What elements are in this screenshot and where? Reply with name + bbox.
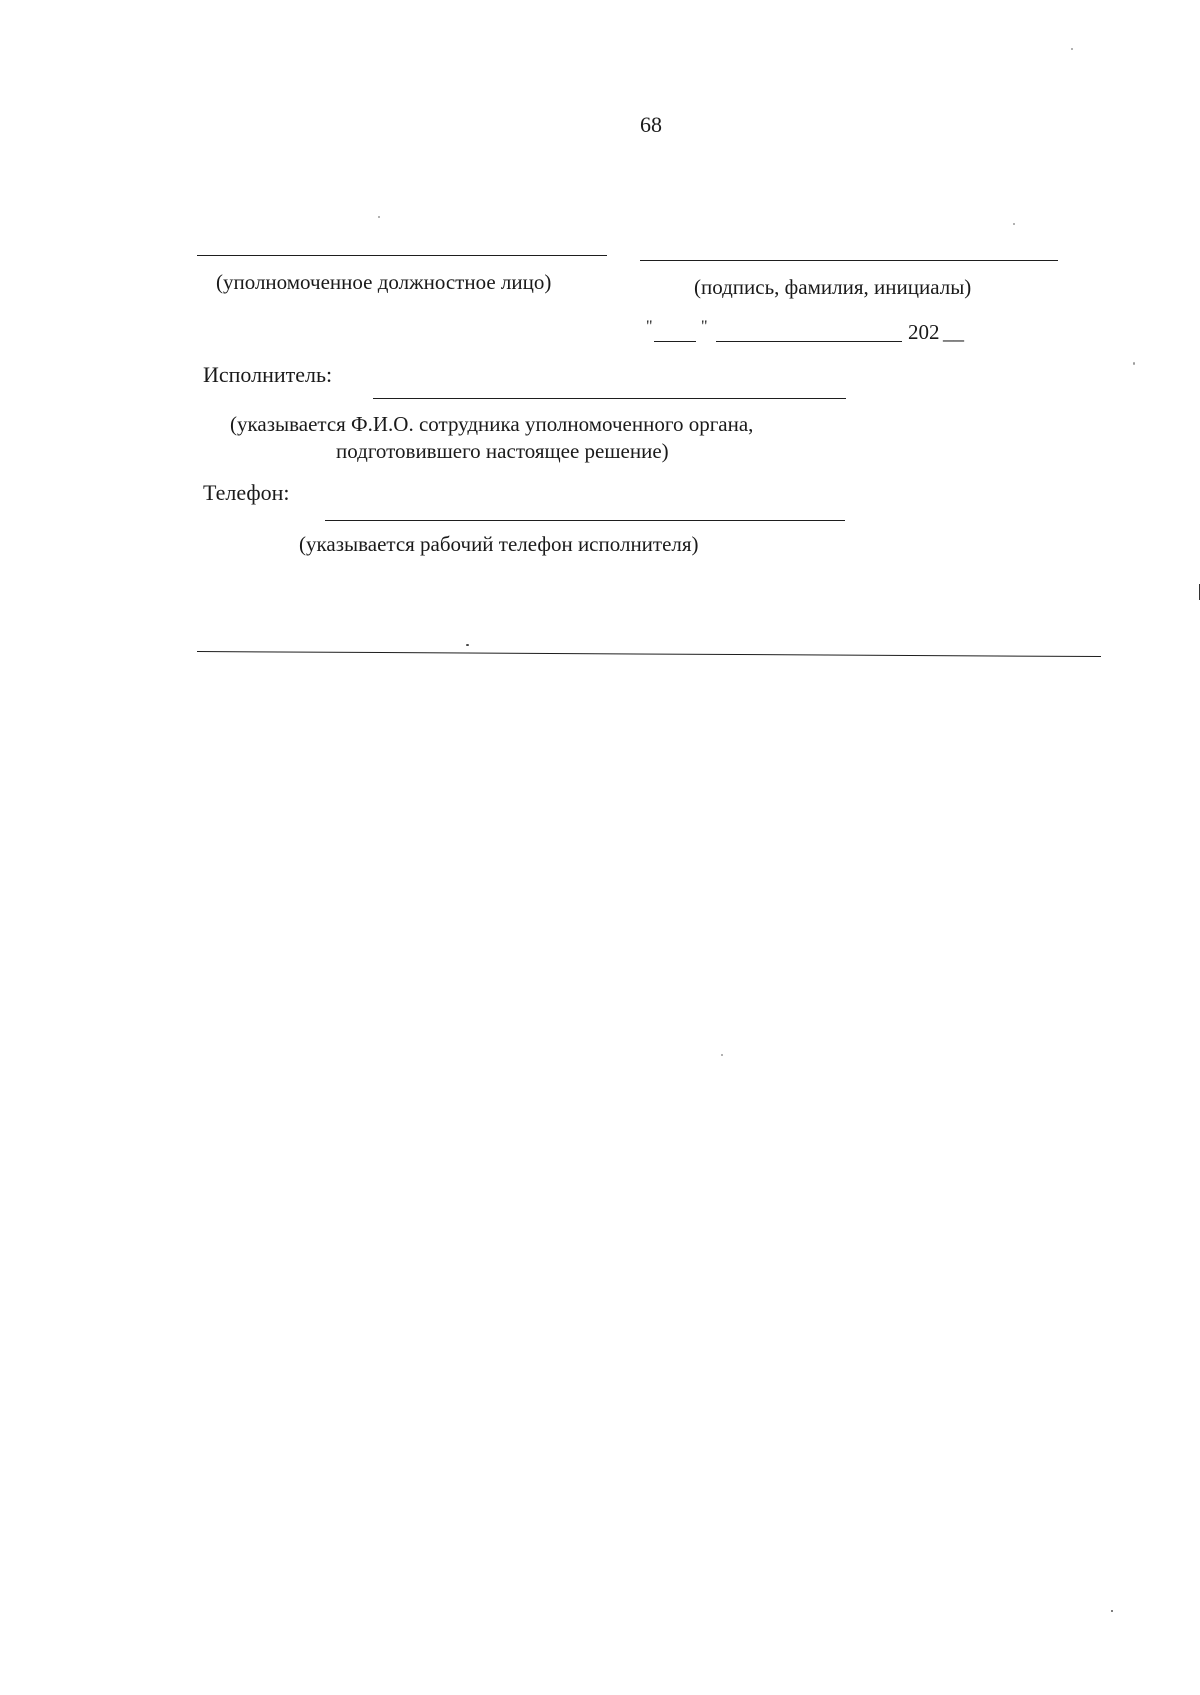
scan-speck	[1133, 362, 1135, 365]
scan-speck	[1013, 223, 1015, 225]
executor-caption-line2: подготовившего настоящее решение)	[336, 439, 669, 463]
phone-label: Телефон:	[203, 480, 290, 505]
executor-caption-line1: (указывается Ф.И.О. сотрудника уполномоченного органа,	[230, 412, 754, 436]
scan-speck	[466, 644, 469, 646]
date-year-prefix: 202	[908, 320, 940, 344]
official-caption: (уполномоченное должностное лицо)	[216, 270, 552, 294]
executor-line	[373, 398, 846, 399]
scan-speck	[721, 1054, 723, 1056]
date-open-quote: "	[646, 318, 653, 335]
scan-speck	[378, 216, 380, 218]
signature-caption: (подпись, фамилия, инициалы)	[694, 275, 972, 299]
executor-label: Исполнитель:	[203, 362, 333, 387]
date-close-quote: "	[701, 318, 708, 335]
date-year-suffix: __	[943, 320, 964, 344]
date-day-line	[654, 341, 696, 342]
phone-caption: (указывается рабочий телефон исполнителя)	[299, 532, 699, 556]
scan-speck	[1071, 48, 1073, 50]
bottom-separator-line	[197, 651, 1101, 657]
scan-speck	[1111, 1610, 1113, 1612]
signature-name-line	[640, 260, 1058, 261]
page-number: 68	[640, 112, 662, 137]
phone-line	[325, 520, 845, 521]
official-signature-line	[197, 255, 607, 256]
date-month-line	[716, 341, 902, 342]
